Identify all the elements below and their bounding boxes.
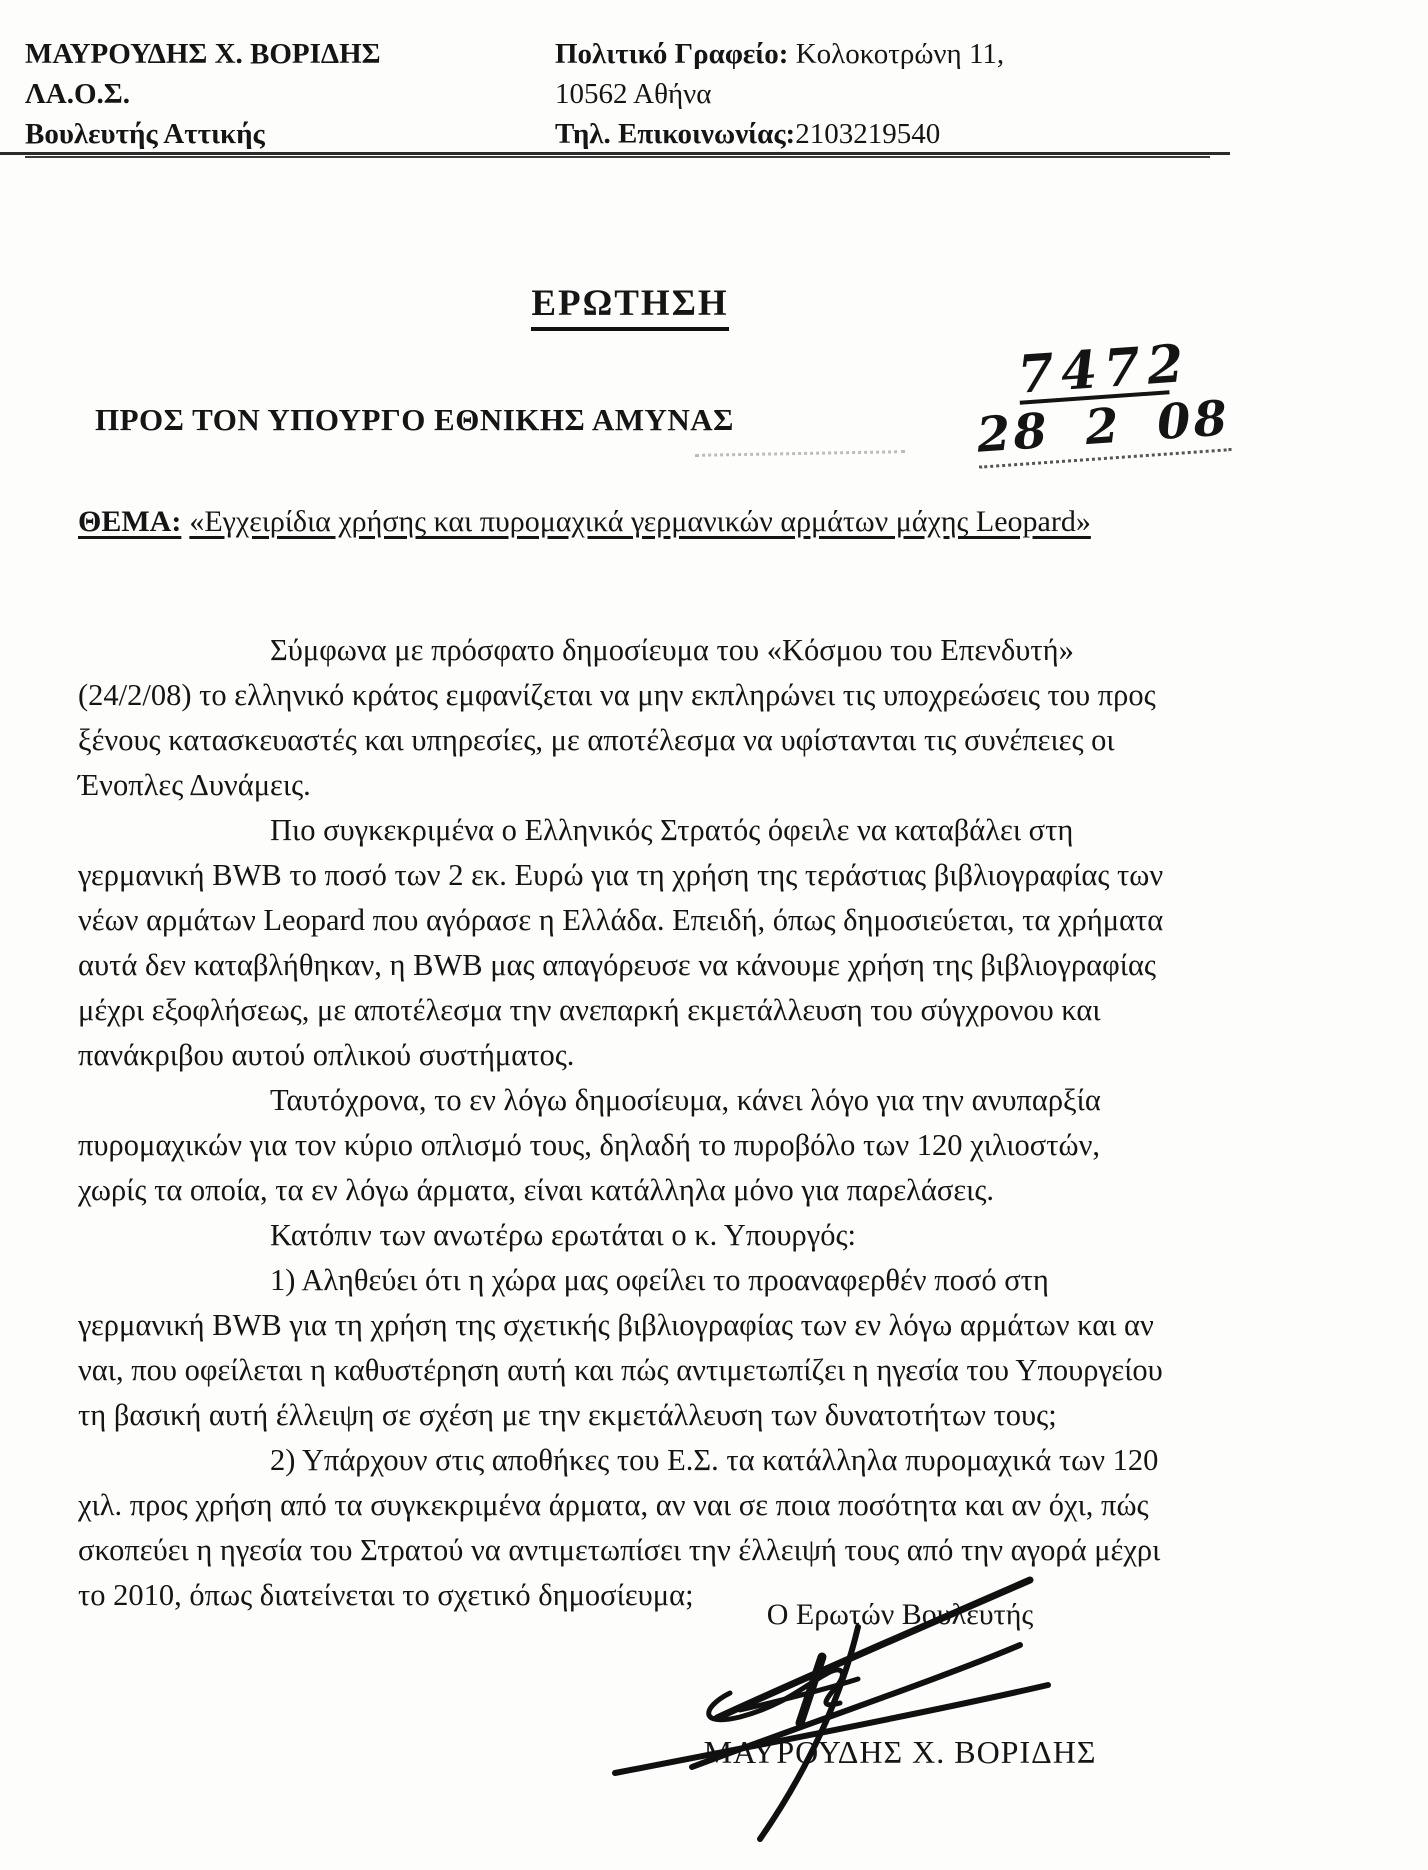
- paragraph: Κατόπιν των ανωτέρω ερωτάται ο κ. Υπουργός:: [270, 1218, 857, 1252]
- letter-body: [78, 628, 1173, 1618]
- protocol-number: 7472: [1015, 332, 1193, 406]
- sender-role: Βουλευτής Αττικής: [25, 118, 265, 150]
- phone-line: [555, 114, 1210, 154]
- document-title-wrap: [0, 282, 1260, 325]
- paragraph: Σύμφωνα με πρόσφατο δημοσίευμα του «Κόσμου του Επενδυτή» (24/2/08) το ελληνικό κράτος εμφανίζεται να μην εκπληρώνει τις υποχρεώσεις του προς ξένους κατασκευαστές και υπηρεσίες, με αποτέλεσμα να υφίστανται τις συνέπειες οι Ένοπλες Δυνάμεις.: [78, 633, 1156, 802]
- subject-label: ΘΕΜΑ:: [78, 505, 182, 538]
- paragraph: Ταυτόχρονα, το εν λόγω δημοσίευμα, κάνει λόγο για την ανυπαρξία πυρομαχικών για τον κύριο οπλισμό τους, δηλαδή το πυροβόλο των 120 χιλιοστών, χωρίς τα οποία, τα εν λόγω άρματα, είναι κατάλληλα μόνο για παρελάσεις.: [78, 1083, 1101, 1207]
- subject-text: «Εγχειρίδια χρήσης και πυρομαχικά γερμανικών αρμάτων μάχης Leopard»: [189, 505, 1091, 538]
- protocol-date: 28 2 08: [975, 390, 1232, 469]
- letterhead-contact-block: [555, 34, 1210, 154]
- office-label: Πολιτικό Γραφείο:: [555, 38, 789, 70]
- office-value: Κολοκοτρώνη 11,: [788, 38, 1005, 70]
- subject-line: [78, 505, 1178, 539]
- address-line: 10562 Αθήνα: [555, 78, 712, 110]
- phone-value: 2103219540: [795, 118, 941, 150]
- signatory-name: ΜΑΥΡΟΥΔΗΣ Χ. ΒΟΡΙΔΗΣ: [703, 1734, 1097, 1770]
- faint-pencil-marks: [695, 436, 905, 457]
- sender-name: ΜΑΥΡΟΥΔΗΣ Χ. ΒΟΡΙΔΗΣ: [25, 38, 381, 70]
- question-item: 1) Αληθεύει ότι η χώρα μας οφείλει το προαναφερθέν ποσό στη γερμανική BWB για τη χρήση της σχετικής βιβλιογραφίας των εν λόγω αρμάτων και αν ναι, που οφείλεται η καθυστέρηση αυτή και πώς αντιμετωπίζει η ηγεσία του Υπουργείου τη βασική αυτή έλλειψη σε σχέση με την εκμετάλλευση των δυνατοτήτων τους;: [78, 1263, 1163, 1432]
- recipient-line: ΠΡΟΣ ΤΟΝ ΥΠΟΥΡΓΟ ΕΘΝΙΚΗΣ ΑΜΥΝΑΣ: [95, 402, 734, 437]
- phone-label: Τηλ. Επικοινωνίας:: [555, 118, 796, 150]
- office-line: [555, 34, 1210, 74]
- document-title: ΕΡΩΤΗΣΗ: [531, 283, 728, 331]
- letterhead: [25, 34, 1210, 158]
- header-divider: [0, 152, 1230, 155]
- handwritten-protocol-stamp: [971, 332, 1232, 468]
- letterhead-sender-block: [25, 34, 555, 154]
- signature-block: [620, 1598, 1180, 1771]
- paragraph: Πιο συγκεκριμένα ο Ελληνικός Στρατός όφειλε να καταβάλει στη γερμανική BWB το ποσό των 2 εκ. Ευρώ για τη χρήση της τεράστιας βιβλιογραφίας των νέων αρμάτων Leopard που αγόρασε η Ελλάδα. Επειδή, όπως δημοσιεύεται, τα χρήματα αυτά δεν καταβλήθηκαν, η BWB μας απαγόρευσε να κάνουμε χρήση της βιβλιογραφίας μέχρι εξοφλήσεως, με αποτέλεσμα την ανεπαρκή εκμετάλλευση του σύγχρονου και πανάκριβου αυτού οπλικού συστήματος.: [78, 813, 1164, 1072]
- signatory-role: Ο Ερωτών Βουλευτής: [766, 1598, 1034, 1631]
- question-item: 2) Υπάρχουν στις αποθήκες του Ε.Σ. τα κατάλληλα πυρομαχικά των 120 χιλ. προς χρήση από τα συγκεκριμένα άρματα, αν ναι σε ποια ποσότητα και αν όχι, πώς σκοπεύει η ηγεσία του Στρατού να αντιμετωπίσει την έλλειψή τους από την αγορά μέχρι το 2010, όπως διατείνεται το σχετικό δημοσίευμα;: [78, 1443, 1161, 1612]
- sender-party: ΛΑ.Ο.Σ.: [25, 78, 130, 110]
